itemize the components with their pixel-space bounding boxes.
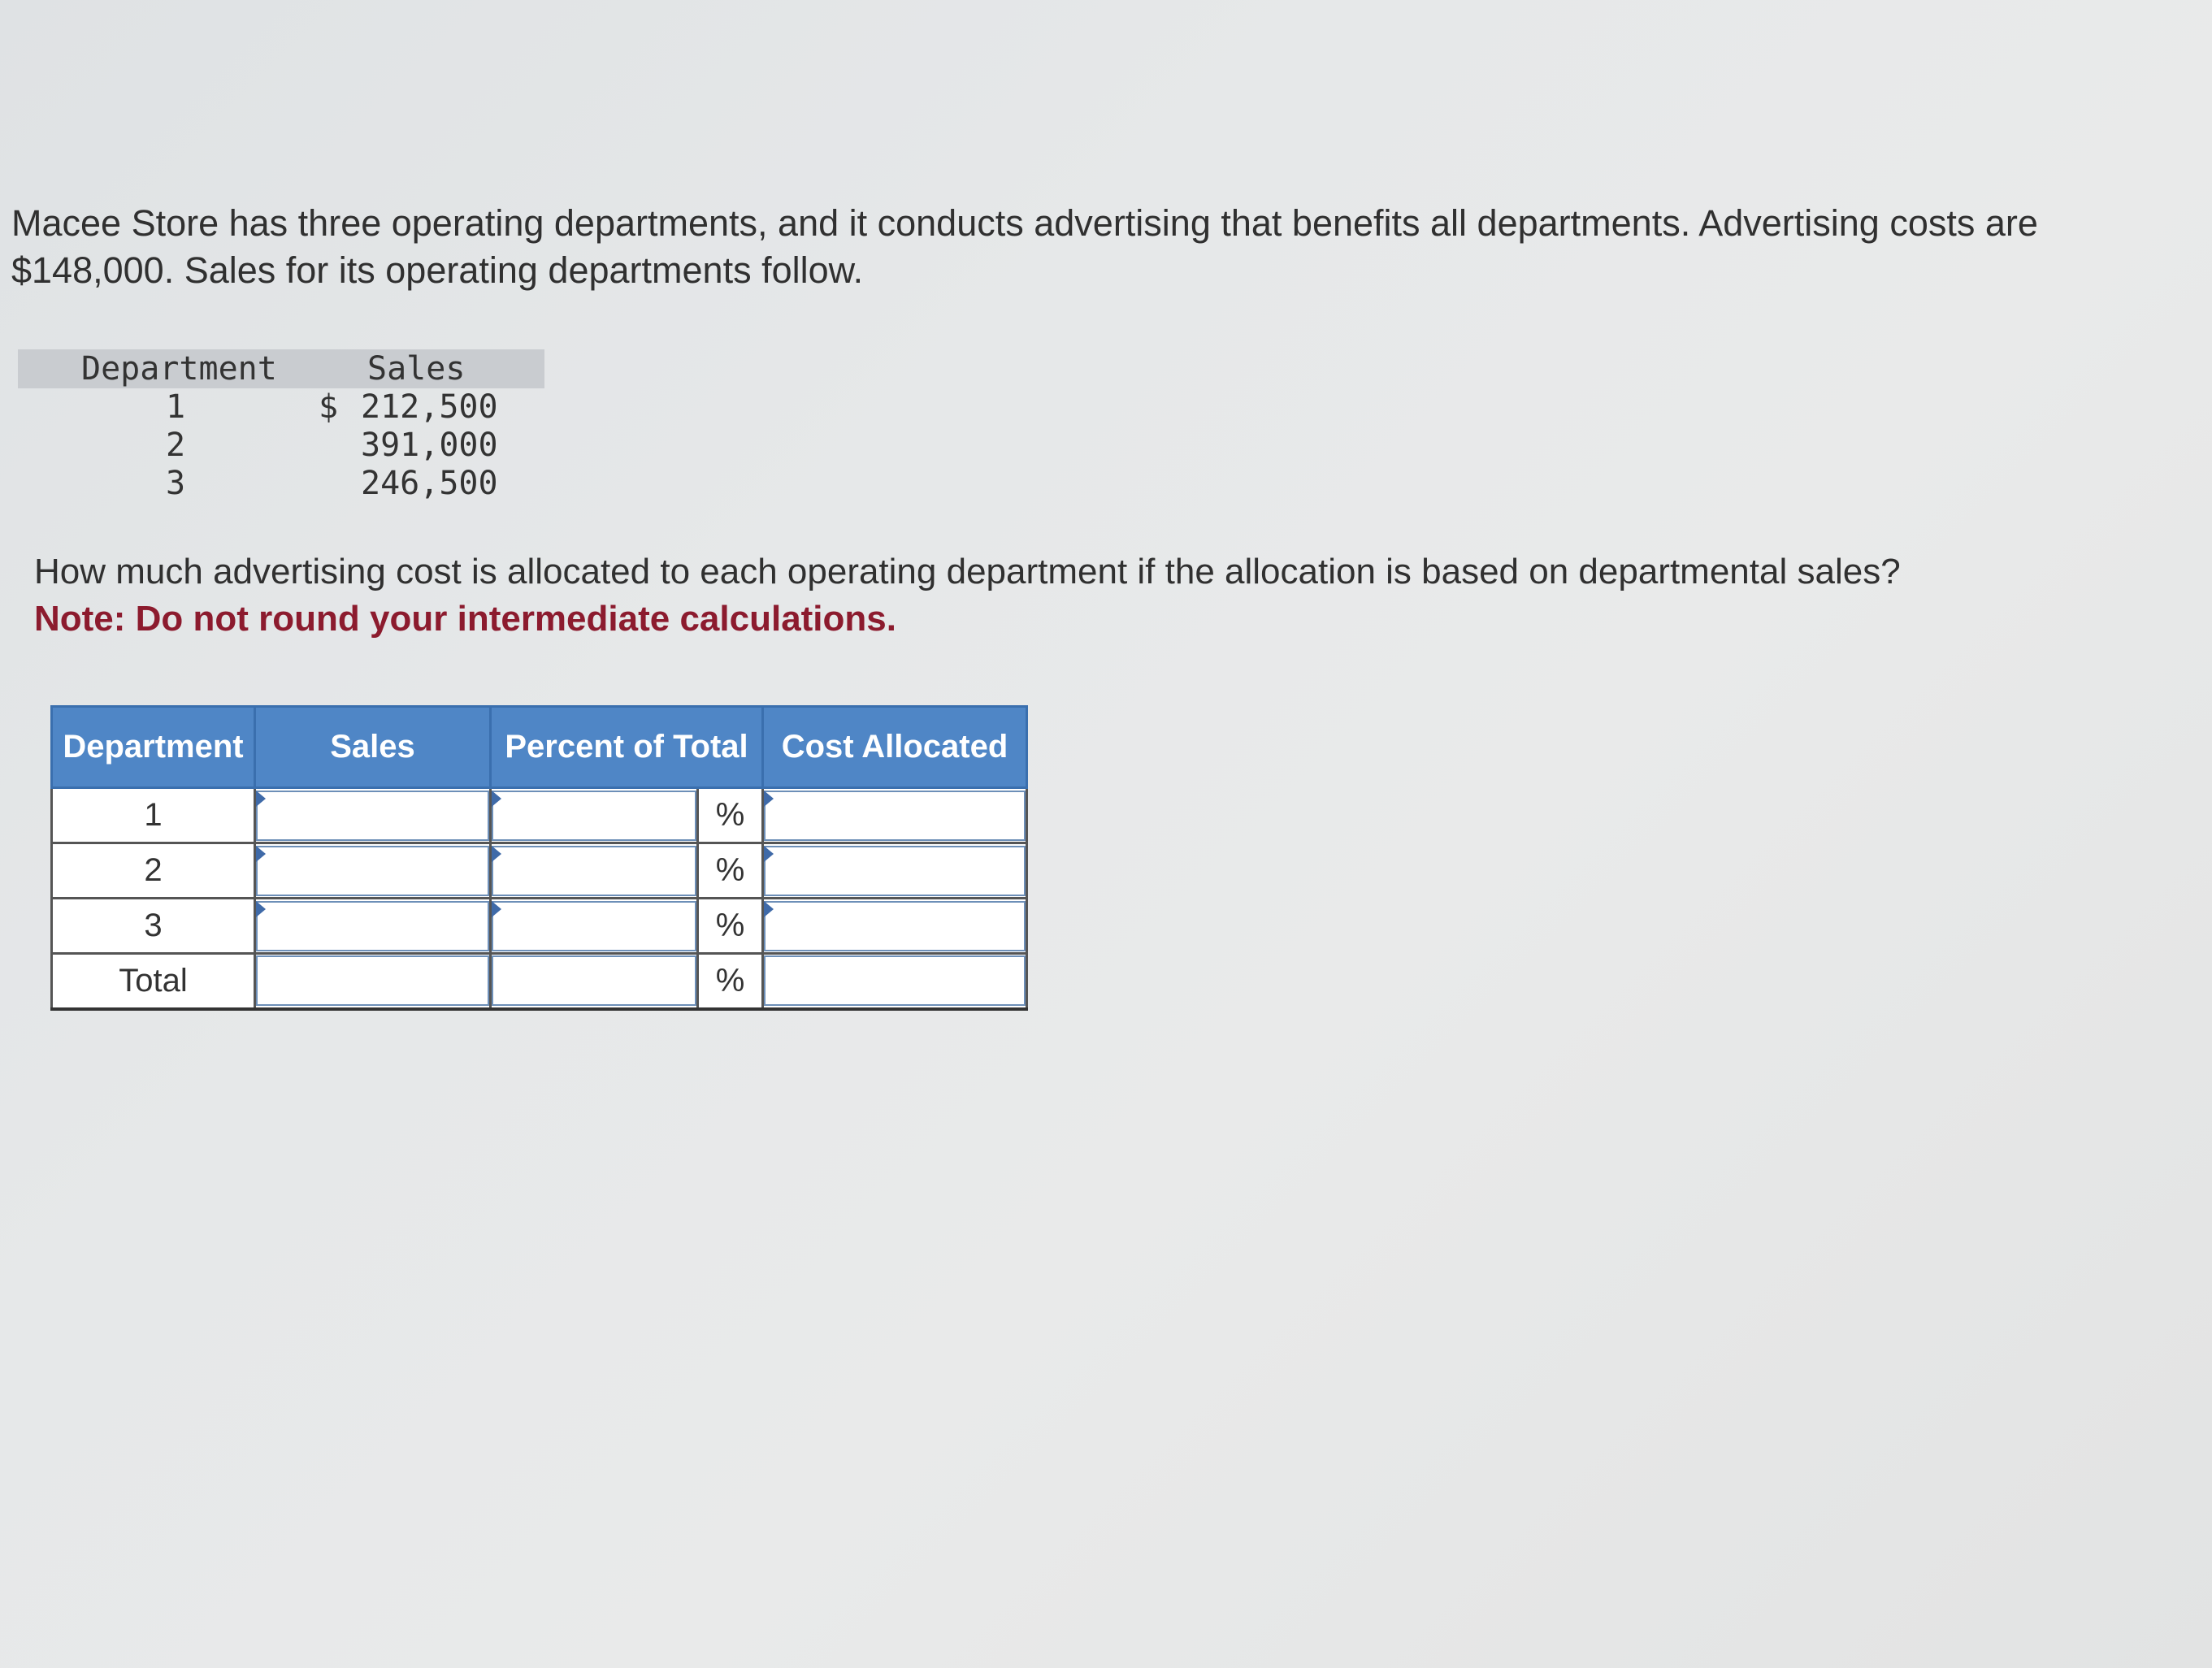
answer-header-row (52, 707, 1027, 788)
percent-unit (698, 899, 763, 954)
cost-cell (763, 843, 1027, 899)
given-table-header (18, 349, 544, 388)
total-percent-cell (491, 954, 698, 1009)
given-row (18, 388, 544, 427)
question-text: How much advertising cost is allocated to each operating department if the allocation is based on departmental sales? (34, 552, 1901, 591)
given-sales-table (18, 349, 544, 503)
cost-allocated-input[interactable] (764, 846, 1026, 896)
given-header-sales: Sales (367, 350, 466, 388)
total-label: Total (52, 954, 255, 1009)
percent-unit (698, 788, 763, 843)
department-label: 2 (52, 843, 255, 899)
given-row (18, 465, 544, 503)
sales-input[interactable] (256, 846, 489, 896)
given-row (18, 427, 544, 465)
question-block (34, 548, 1901, 643)
percent-input[interactable] (492, 791, 696, 841)
department-label: 3 (52, 899, 255, 954)
given-department-cell: 1 (166, 388, 186, 426)
header-percent-of-total: Percent of Total (491, 707, 763, 788)
problem-line-2: $148,000. Sales for its operating departments follow. (11, 249, 864, 291)
currency-symbol: $ (319, 388, 339, 426)
sales-cell (255, 899, 491, 954)
sales-amount: 391,000 (361, 427, 498, 464)
percent-sign: % (715, 797, 745, 833)
answer-table (50, 705, 1028, 1011)
sales-amount: 212,500 (361, 388, 498, 426)
given-header-department: Department (81, 350, 277, 388)
cost-cell (763, 899, 1027, 954)
department-label: 1 (52, 788, 255, 843)
percent-sign: % (715, 908, 745, 943)
total-cost-cell (763, 954, 1027, 1009)
problem-line-1: Macee Store has three operating departments, and it conducts advertising that benefits all departments. Advertising costs are (11, 202, 2038, 244)
total-sales-input[interactable] (256, 955, 489, 1006)
percent-input[interactable] (492, 901, 696, 951)
cost-allocated-input[interactable] (764, 901, 1026, 951)
given-department-cell: 2 (166, 427, 186, 464)
given-department-cell: 3 (166, 465, 186, 502)
given-sales-cell (319, 427, 528, 465)
table-row (52, 843, 1027, 899)
table-row (52, 788, 1027, 843)
percent-sign: % (715, 852, 745, 888)
header-sales: Sales (255, 707, 491, 788)
header-cost-allocated: Cost Allocated (763, 707, 1027, 788)
total-row (52, 954, 1027, 1009)
sales-cell (255, 788, 491, 843)
percent-cell (491, 899, 698, 954)
total-percent-input[interactable] (492, 955, 696, 1006)
header-department: Department (52, 707, 255, 788)
given-sales-cell (319, 388, 528, 427)
total-sales-cell (255, 954, 491, 1009)
percent-unit (698, 843, 763, 899)
percent-input[interactable] (492, 846, 696, 896)
table-row (52, 899, 1027, 954)
percent-cell (491, 843, 698, 899)
sales-input[interactable] (256, 791, 489, 841)
cost-cell (763, 788, 1027, 843)
total-cost-allocated-input[interactable] (764, 955, 1026, 1006)
percent-cell (491, 788, 698, 843)
sales-cell (255, 843, 491, 899)
percent-unit (698, 954, 763, 1009)
question-note: Note: Do not round your intermediate calculations. (34, 599, 896, 639)
sales-input[interactable] (256, 901, 489, 951)
problem-statement (11, 200, 2189, 294)
sales-amount: 246,500 (361, 465, 498, 502)
given-sales-cell (319, 465, 528, 503)
percent-sign: % (715, 962, 745, 999)
cost-allocated-input[interactable] (764, 791, 1026, 841)
